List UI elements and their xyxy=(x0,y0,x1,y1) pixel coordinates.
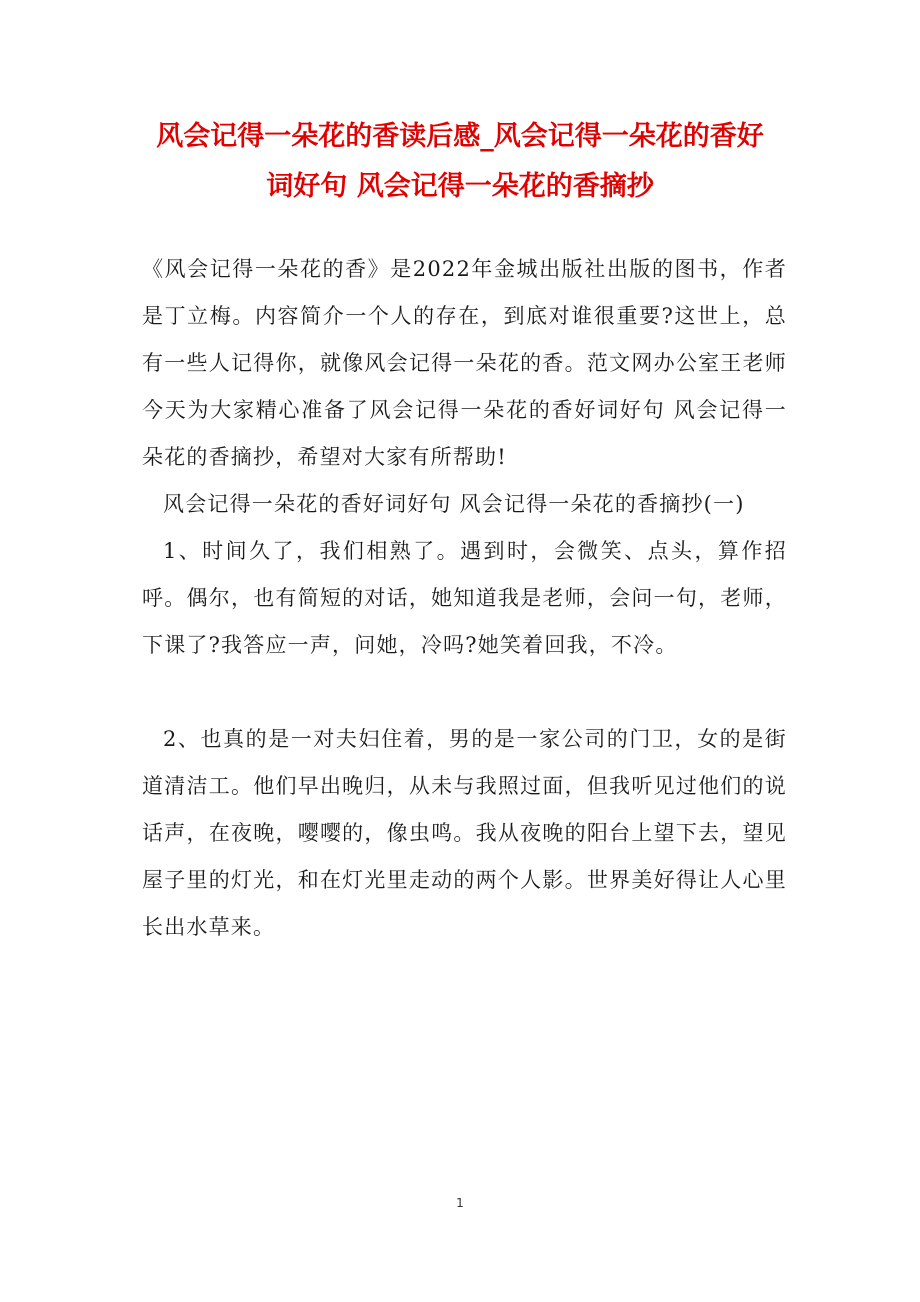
document-title xyxy=(120,112,800,212)
title-line-1: 风会记得一朵花的香读后感_风会记得一朵花的香好 xyxy=(156,121,764,152)
intro-paragraph: 《风会记得一朵花的香》是2022年金城出版社出版的图书，作者是丁立梅。内容简介一个人的存在，到底对谁很重要?这世上，总有一些人记得你，就像风会记得一朵花的香。范文网办公室王老师今天为大家精心准备了风会记得一朵花的香好词好句 风会记得一朵花的香摘抄，希望对大家有所帮助! xyxy=(142,257,787,469)
title-line-2: 词好句 风会记得一朵花的香摘抄 xyxy=(266,171,654,202)
excerpt-item-1: 1、时间久了，我们相熟了。遇到时，会微笑、点头，算作招呼。偶尔，也有简短的对话，她知道我是老师，会问一句，老师，下课了?我答应一声，问她，冷吗?她笑着回我，不冷。 xyxy=(142,539,787,657)
excerpt-item-2: 2、也真的是一对夫妇住着，男的是一家公司的门卫，女的是街道清洁工。他们早出晚归，从未与我照过面，但我听见过他们的说话声，在夜晚，嘤嘤的，像虫鸣。我从夜晚的阳台上望下去，望见屋子里的灯光，和在灯光里走动的两个人影。世界美好得让人心里长出水草来。 xyxy=(142,727,787,939)
page-number: 1 xyxy=(456,1196,464,1210)
section-heading: 风会记得一朵花的香好词好句 风会记得一朵花的香摘抄(一) xyxy=(163,492,745,516)
document-body xyxy=(142,246,787,951)
paragraph-spacer xyxy=(142,669,787,716)
